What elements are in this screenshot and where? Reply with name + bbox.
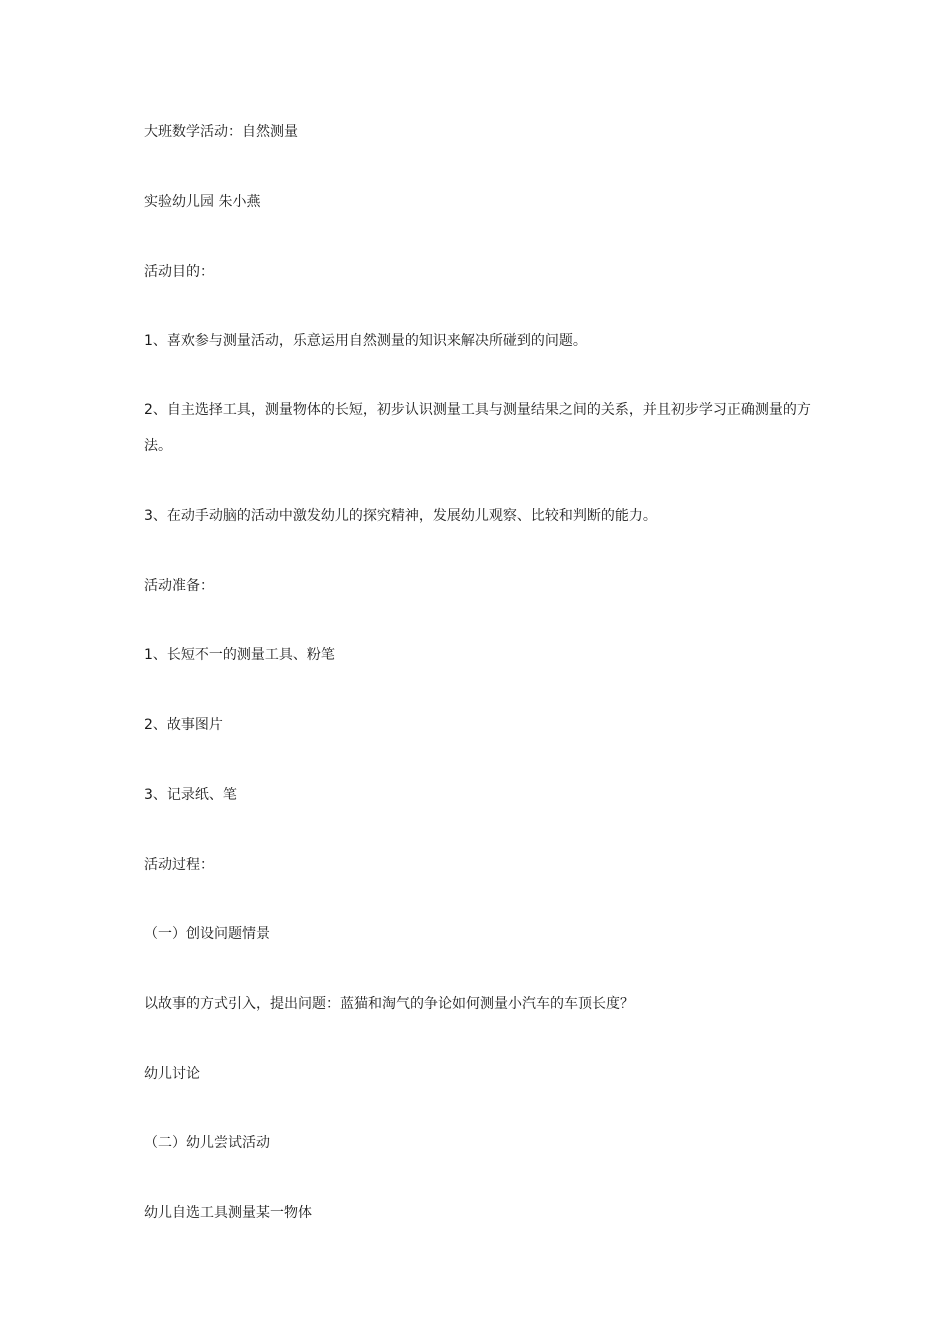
process-heading: 活动过程：	[144, 857, 214, 873]
step-1-text: 以故事的方式引入，提出问题：蓝猫和淘气的争论如何测量小汽车的车顶长度？	[144, 996, 634, 1012]
goals-heading: 活动目的：	[144, 264, 214, 280]
step-1-heading: （一）创设问题情景	[144, 926, 270, 942]
step-2-heading: （二）幼儿尝试活动	[144, 1135, 270, 1151]
prep-heading: 活动准备：	[144, 578, 214, 594]
goal-item-2: 2、自主选择工具，测量物体的长短，初步认识测量工具与测量结果之间的关系，并且初步学习正确测量的方法。	[144, 402, 811, 454]
document-title: 大班数学活动：自然测量	[144, 124, 298, 140]
goal-item-1: 1、喜欢参与测量活动，乐意运用自然测量的知识来解决所碰到的问题。	[144, 333, 587, 349]
prep-item-1: 1、长短不一的测量工具、粉笔	[144, 647, 335, 663]
goal-item-3: 3、在动手动脑的活动中激发幼儿的探究精神，发展幼儿观察、比较和判断的能力。	[144, 508, 657, 524]
author-line: 实验幼儿园 朱小燕	[144, 194, 261, 210]
step-2-text: 幼儿自选工具测量某一物体	[144, 1205, 312, 1221]
step-1-discussion: 幼儿讨论	[144, 1066, 200, 1082]
prep-item-3: 3、记录纸、笔	[144, 787, 237, 803]
prep-item-2: 2、故事图片	[144, 717, 223, 733]
